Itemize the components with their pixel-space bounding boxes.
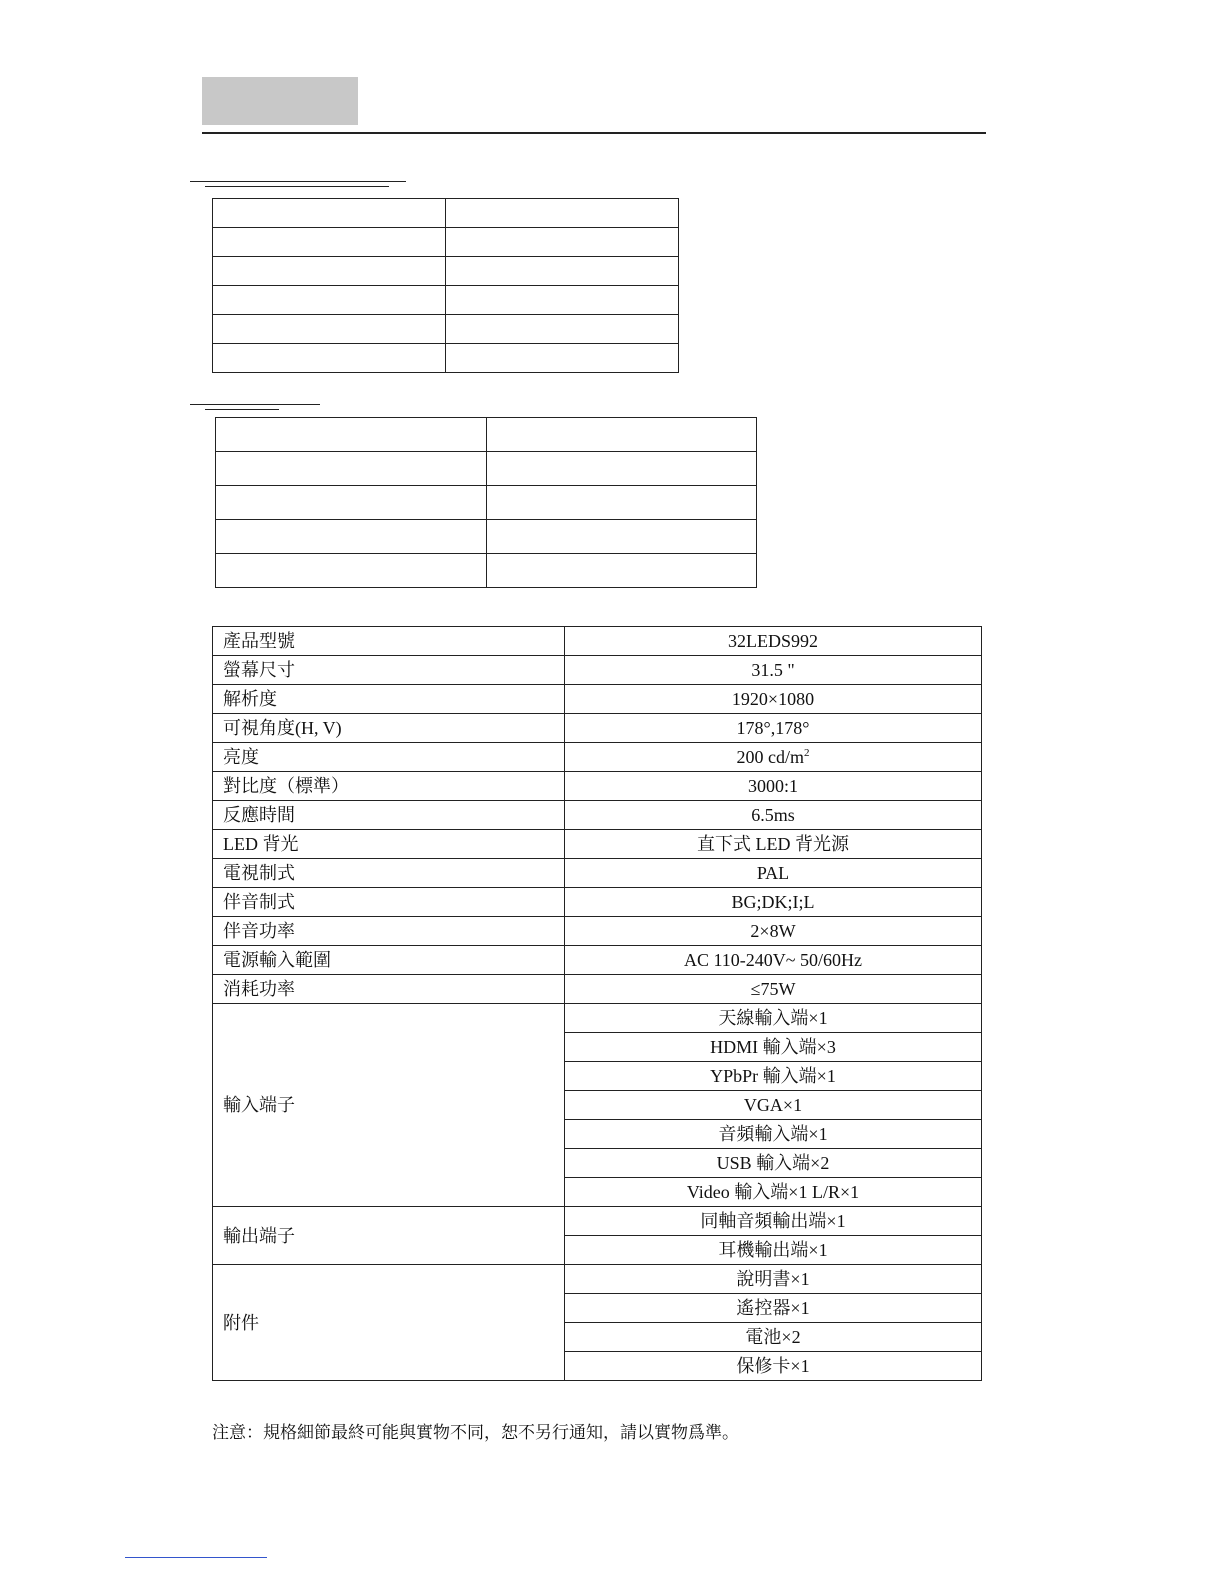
spec-label: 反應時間 bbox=[213, 801, 565, 830]
table-row bbox=[213, 830, 982, 859]
blank-cell bbox=[446, 344, 679, 373]
table-row bbox=[213, 946, 982, 975]
blank-cell bbox=[213, 344, 446, 373]
blank-cell bbox=[213, 228, 446, 257]
section1-underline bbox=[190, 181, 406, 182]
spec-value: Video 輸入端×1 L/R×1 bbox=[565, 1178, 982, 1207]
blank-cell bbox=[487, 486, 757, 520]
blank-cell bbox=[213, 286, 446, 315]
spec-value: BG;DK;I;L bbox=[565, 888, 982, 917]
blank-cell bbox=[446, 199, 679, 228]
table-row bbox=[213, 1207, 982, 1236]
blank-cell bbox=[216, 418, 487, 452]
spec-value: 遙控器×1 bbox=[565, 1294, 982, 1323]
disclaimer-note: 注意：規格細節最終可能與實物不同，恕不另行通知，請以實物爲準。 bbox=[212, 1423, 739, 1442]
spec-value: 31.5 " bbox=[565, 656, 982, 685]
spec-value: 178°,178° bbox=[565, 714, 982, 743]
table-row bbox=[213, 975, 982, 1004]
spec-value: 直下式 LED 背光源 bbox=[565, 830, 982, 859]
blank-cell bbox=[216, 452, 487, 486]
blank-cell bbox=[487, 520, 757, 554]
spec-label: 伴音功率 bbox=[213, 917, 565, 946]
blank-cell bbox=[446, 315, 679, 344]
spec-value: 同軸音頻輸出端×1 bbox=[565, 1207, 982, 1236]
spec-value bbox=[565, 743, 982, 772]
spec-value: 耳機輸出端×1 bbox=[565, 1236, 982, 1265]
spec-value: 3000:1 bbox=[565, 772, 982, 801]
spec-label: 解析度 bbox=[213, 685, 565, 714]
blank-cell bbox=[216, 554, 487, 588]
table-row bbox=[213, 627, 982, 656]
spec-value: 音頻輸入端×1 bbox=[565, 1120, 982, 1149]
blank-cell bbox=[487, 452, 757, 486]
spec-label: 螢幕尺寸 bbox=[213, 656, 565, 685]
spec-value: 天線輸入端×1 bbox=[565, 1004, 982, 1033]
table-row bbox=[213, 917, 982, 946]
spec-value: PAL bbox=[565, 859, 982, 888]
spec-table bbox=[212, 626, 982, 1381]
blank-cell bbox=[213, 257, 446, 286]
spec-value: HDMI 輸入端×3 bbox=[565, 1033, 982, 1062]
spec-label: LED 背光 bbox=[213, 830, 565, 859]
spec-value: 電池×2 bbox=[565, 1323, 982, 1352]
spec-value: 保修卡×1 bbox=[565, 1352, 982, 1381]
table-row bbox=[213, 801, 982, 830]
spec-value: 6.5ms bbox=[565, 801, 982, 830]
spec-label: 產品型號 bbox=[213, 627, 565, 656]
table-row bbox=[213, 888, 982, 917]
spec-group-label: 輸出端子 bbox=[213, 1207, 565, 1265]
footer-link-underline bbox=[125, 1557, 267, 1558]
blank-cell bbox=[446, 257, 679, 286]
section2-underline-short bbox=[205, 409, 279, 410]
blank-table-1 bbox=[212, 198, 679, 373]
spec-value: VGA×1 bbox=[565, 1091, 982, 1120]
spec-label: 電源輸入範圍 bbox=[213, 946, 565, 975]
section1-underline-short bbox=[205, 186, 389, 187]
table-row bbox=[213, 1004, 982, 1033]
table-row bbox=[213, 772, 982, 801]
blank-cell bbox=[446, 228, 679, 257]
spec-label: 伴音制式 bbox=[213, 888, 565, 917]
blank-cell bbox=[487, 418, 757, 452]
blank-cell bbox=[216, 486, 487, 520]
spec-value: USB 輸入端×2 bbox=[565, 1149, 982, 1178]
section2-underline bbox=[190, 404, 320, 405]
table-row bbox=[213, 743, 982, 772]
blank-table-2 bbox=[215, 417, 757, 588]
table-row bbox=[213, 859, 982, 888]
blank-cell bbox=[213, 315, 446, 344]
spec-group-label: 輸入端子 bbox=[213, 1004, 565, 1207]
blank-cell bbox=[213, 199, 446, 228]
spec-value: YPbPr 輸入端×1 bbox=[565, 1062, 982, 1091]
table-row bbox=[213, 1265, 982, 1294]
spec-label: 消耗功率 bbox=[213, 975, 565, 1004]
brightness-value: 200 cd/m bbox=[736, 747, 804, 767]
spec-value: ≤75W bbox=[565, 975, 982, 1004]
spec-label: 亮度 bbox=[213, 743, 565, 772]
blank-cell bbox=[487, 554, 757, 588]
spec-value: AC 110-240V~ 50/60Hz bbox=[565, 946, 982, 975]
table-row bbox=[213, 685, 982, 714]
table-row bbox=[213, 656, 982, 685]
spec-value: 32LEDS992 bbox=[565, 627, 982, 656]
spec-label: 電視制式 bbox=[213, 859, 565, 888]
spec-label: 對比度（標準） bbox=[213, 772, 565, 801]
spec-value: 說明書×1 bbox=[565, 1265, 982, 1294]
header-rule bbox=[202, 132, 986, 134]
spec-value: 1920×1080 bbox=[565, 685, 982, 714]
blank-cell bbox=[446, 286, 679, 315]
spec-label: 可視角度(H, V) bbox=[213, 714, 565, 743]
brightness-exponent: 2 bbox=[804, 747, 810, 759]
section-header-box bbox=[202, 77, 358, 125]
spec-value: 2×8W bbox=[565, 917, 982, 946]
table-row bbox=[213, 714, 982, 743]
spec-group-label: 附件 bbox=[213, 1265, 565, 1381]
blank-cell bbox=[216, 520, 487, 554]
